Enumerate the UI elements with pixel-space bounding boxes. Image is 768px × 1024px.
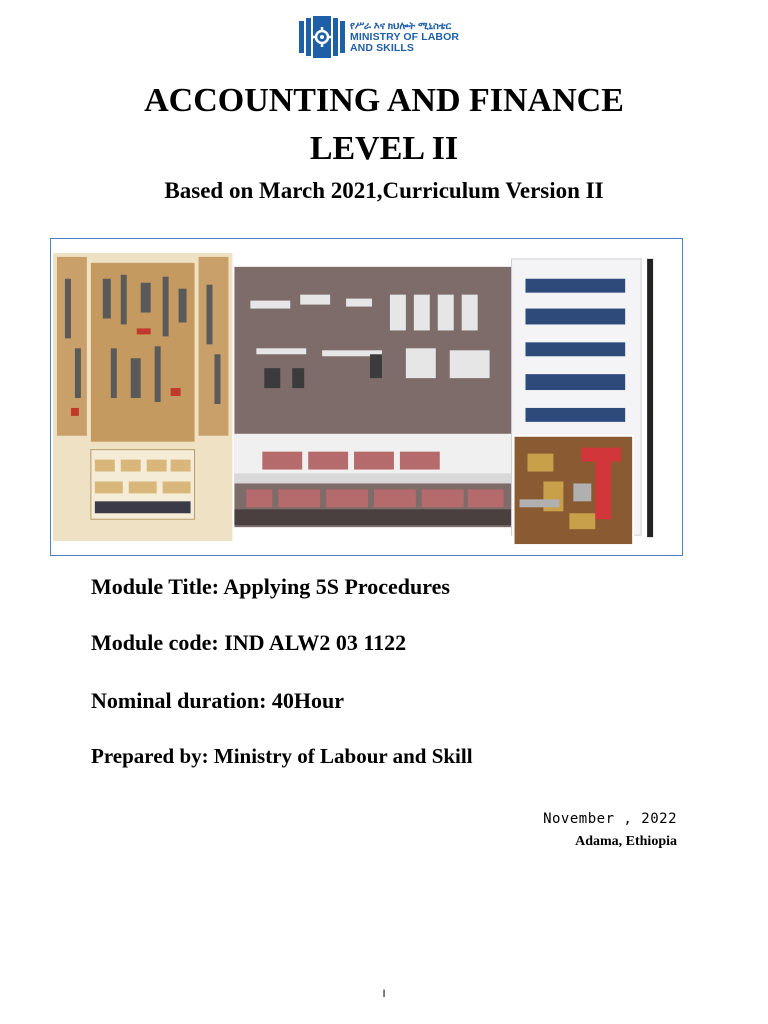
ministry-logo [298, 14, 478, 60]
tool-cabinet-photo [50, 238, 683, 556]
document-level: LEVEL II [309, 130, 459, 167]
logo-amharic: የሥራ እና ክህሎት ሚኒስቴር [350, 20, 452, 32]
publication-date: November , 2022 [543, 811, 677, 827]
nominal-duration: Nominal duration: 40Hour [91, 688, 345, 713]
page-number: I [382, 988, 386, 1000]
module-code: Module code: IND ALW2 03 1122 [91, 630, 407, 655]
publication-place: Adama, Ethiopia [575, 834, 677, 849]
document-title: ACCOUNTING AND FINANCE [144, 82, 624, 119]
logo-text [350, 21, 459, 54]
ministry-emblem-icon [298, 15, 346, 59]
prepared-by: Prepared by: Ministry of Labour and Skill [91, 744, 473, 768]
logo-line-1: MINISTRY OF LABOR [350, 30, 460, 43]
logo-line-2: AND SKILLS [350, 41, 414, 54]
module-title: Module Title: Applying 5S Procedures [91, 574, 450, 599]
document-subtitle: Based on March 2021,Curriculum Version II [164, 178, 604, 203]
